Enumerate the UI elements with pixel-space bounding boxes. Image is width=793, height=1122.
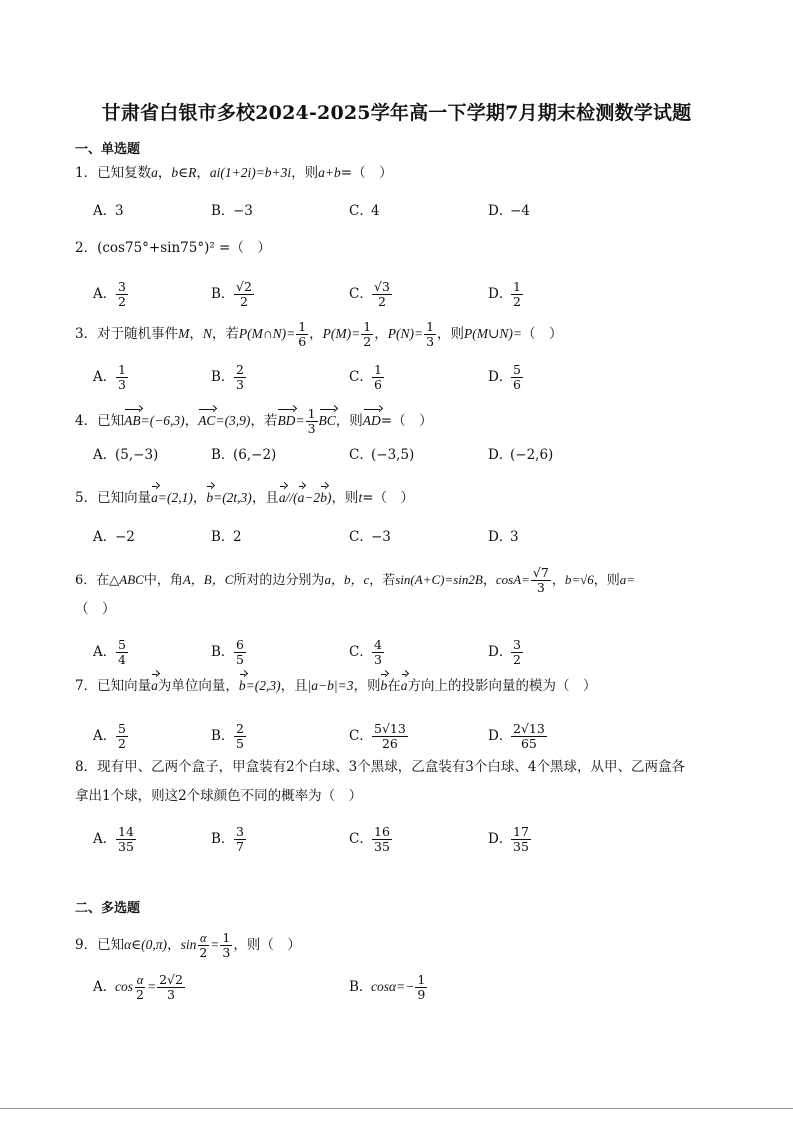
option-label: A． [93,728,117,744]
q3-option-a [93,363,129,392]
q2-expression: (cos75°+sin75°)² [97,240,215,256]
q7-option-d [488,722,548,751]
q6-angles: A，B，C [182,572,234,587]
denominator: 2 [118,736,126,751]
numerator: 1 [374,362,382,377]
q9-option-b [349,973,428,1002]
q4-vector-bd: BD [277,411,295,431]
option-label: B． [211,203,235,219]
q6-equation: sin(A+C)=sin2B [395,572,483,587]
q3-text: 3．对于随机事件 [75,326,179,342]
option-label: C． [349,529,373,545]
question-4 [75,407,433,436]
fraction [372,363,384,392]
question-2 [75,238,271,258]
denominator: 7 [236,839,244,854]
option-value: 3 [115,203,124,219]
numerator: 5 [118,637,126,652]
fraction [372,280,392,309]
option-label: D． [488,529,513,545]
q4-text: 4．已知 [75,413,125,429]
fraction [306,407,318,436]
denominator: 3 [167,987,175,1002]
numerator: 5√13 [374,721,406,736]
denominator: 35 [513,839,529,854]
q3-tail: （ ） [521,326,563,342]
q1-option-c [349,201,380,221]
q5-text-post: ，则 [331,490,359,506]
q5-option-d [488,527,519,547]
q4-text-mid: ，若 [250,413,278,429]
fraction [157,973,185,1002]
page-title: 甘肃省白银市多校2024-2025学年高一下学期7月期末检测数学试题 [101,102,692,124]
q5-option-a [93,527,135,547]
option-value: −3 [233,203,253,219]
q4-vector-ab: AB [124,411,141,431]
q7-value-b: =(2,3) [245,678,281,693]
numerator: 5 [513,362,521,377]
q5-vector-a: a [279,488,286,508]
numerator: 3 [236,824,244,839]
q9-condition: α∈(0,π) [124,937,168,952]
q1-b-in-r: b∈R [171,165,197,180]
q4-option-a [93,445,158,465]
question-7 [75,676,596,696]
q4-text-post: ，则 [335,413,363,429]
q7-vector-a: a [401,676,408,696]
option-label: D． [488,369,513,385]
question-5 [75,488,414,508]
q3-option-b [211,363,247,392]
q6-text-mid: 所对的边分别为 [233,573,325,588]
q5-value-a: =(2,1) [157,490,193,505]
q1-option-a [93,201,124,221]
numerator: 1 [307,406,316,421]
q7-text-mid: 在 [387,678,401,694]
fraction [116,722,128,751]
fraction [511,363,523,392]
q1-var-a: a [151,165,158,180]
option-label: C． [349,203,373,219]
q4-vector-bc: BC [319,411,336,431]
option-value: 2 [233,529,242,545]
denominator: 35 [118,839,134,854]
q5-vector-a: a [151,488,158,508]
numerator: 2√2 [159,972,183,987]
option-label: C． [349,644,373,660]
fraction [116,280,128,309]
option-label: B． [211,529,235,545]
q6-text-mid: ，若 [369,573,396,588]
fraction [116,638,128,667]
q3-comma: ， [309,326,323,342]
fraction [234,363,246,392]
option-value: 3 [510,529,519,545]
fraction [116,825,136,854]
page-bottom-divider [0,1108,793,1109]
denominator: 9 [417,987,426,1002]
fraction [134,973,146,1002]
q5-paren: ) [326,490,332,505]
numerator: 3 [513,637,521,652]
option-value: −2 [115,529,135,545]
q3-p-n: P(N)= [387,326,424,341]
q7-vector-b: b [380,676,387,696]
fraction [424,320,436,349]
denominator: 26 [381,736,398,751]
option-label: C． [349,728,373,744]
q4-vector-ad: AD [363,411,381,431]
q3-option-d [488,363,524,392]
option-label: C． [349,369,373,385]
q9-text: 9．已知 [75,937,125,953]
q7-option-a [93,722,129,751]
option-value: −4 [510,203,530,219]
q9-equals: = [210,937,220,952]
option-label: B． [211,369,235,385]
denominator: 6 [374,377,382,392]
q1-equation: ai(1+2i)=b+3i [209,165,292,180]
option-label: A． [93,203,117,219]
q6-b-value: b=√6 [564,572,594,587]
fraction [220,931,232,960]
fraction [197,931,209,960]
fraction [234,722,246,751]
q1-text-post: ，则 [291,165,319,181]
q6-sides: a，b，c [324,572,370,587]
q8-option-d [488,825,532,854]
section-multi-choice: 二、多选题 [75,901,141,916]
option-label: B． [211,644,235,660]
denominator: 2 [199,945,208,960]
numerator: 2 [236,362,244,377]
option-label: C． [349,286,373,302]
q2-option-c [349,280,393,309]
q3-p-intersection: P(M∩N)= [238,326,296,341]
q7-option-b [211,722,247,751]
q9-opt-b-cos: cosα=− [371,979,415,994]
q3-p-m: P(M)= [322,326,361,341]
q9-comma: ， [167,937,181,953]
q3-comma: ， [374,326,388,342]
q3-option-c [349,363,385,392]
q6-option-c [349,638,385,667]
numerator: 6 [236,637,244,652]
q3-comma: ， [189,326,203,342]
q9-tail: ，则（ ） [233,937,301,953]
denominator: 65 [520,736,537,751]
question-6 [75,566,635,595]
fraction [372,825,392,854]
q8-option-c [349,825,393,854]
fraction [116,363,128,392]
denominator: 3 [222,945,231,960]
q1-comma: ， [157,165,172,181]
fraction [372,638,384,667]
q4-option-c [349,445,414,465]
denominator: 3 [426,334,435,349]
numerator: √7 [532,565,549,580]
denominator: 2 [513,652,521,667]
q9-sin: sin [180,937,197,952]
fraction [415,973,427,1002]
fraction [511,280,523,309]
option-label: B． [211,728,235,744]
q5-vector-b: b [206,488,213,508]
q5-vector-a: a [298,488,305,508]
fraction [511,825,531,854]
q5-option-b [211,527,242,547]
q2-option-b [211,280,255,309]
option-label: B． [211,447,235,463]
q6-line-2: （ ） [75,601,116,617]
q9-opt-a-equals: = [146,979,157,994]
q7-tail: 方向上的投影向量的模为（ ） [407,678,597,694]
numerator: 1 [513,279,521,294]
q6-comma: ， [482,573,496,588]
q4-equals: = [295,413,305,428]
option-label: A． [93,979,117,995]
q3-event-m: M [178,326,190,341]
q4-tail: =（ ） [380,413,433,429]
numerator: 1 [118,362,126,377]
q6-option-b [211,638,247,667]
option-label: A． [93,644,117,660]
fraction [511,638,523,667]
q5-var-t: t [358,490,363,505]
denominator: 3 [536,580,545,595]
q5-text: 5．已知向量 [75,490,152,506]
numerator: 17 [513,824,529,839]
q4-comma: ， [184,413,199,429]
denominator: 2 [513,294,521,309]
q4-option-b [211,445,276,465]
fraction [511,722,547,751]
q7-abs: |a−b|=3 [307,678,354,693]
option-label: B． [349,979,373,995]
numerator: √2 [236,279,252,294]
numerator: 3 [118,279,126,294]
q5-option-c [349,527,391,547]
numerator: 16 [374,824,390,839]
q7-text-mid: 为单位向量， [157,678,239,694]
q7-text-mid: ，且 [280,678,308,694]
q4-value-ab: =(−6,3) [140,413,185,428]
q7-option-c [349,722,409,751]
option-label: D． [488,644,513,660]
option-value: (−3,5) [371,447,415,463]
fraction [361,320,373,349]
q6-text-post: ，则 [593,573,620,588]
q7-text-post: ，则 [353,678,381,694]
q7-vector-a: a [151,676,158,696]
q9-option-a [93,973,186,1002]
numerator: 14 [118,824,134,839]
q6-option-a [93,638,129,667]
fraction [531,566,551,595]
option-label: D． [488,286,513,302]
q2-option-a [93,280,129,309]
option-value: (5,−3) [115,447,159,463]
option-label: D． [488,728,513,744]
numerator: 1 [363,319,372,334]
section-single-choice: 一、单选题 [75,142,141,157]
option-label: A． [93,831,117,847]
numerator: α [136,973,144,987]
fraction [234,825,246,854]
question-8-line-2: 拿出1个球，则这2个球颜色不同的概率为（ ） [75,788,363,804]
fraction [234,638,246,667]
denominator: 2 [136,987,144,1002]
option-label: C． [349,447,373,463]
q6-text-mid: 中，角 [143,573,183,588]
option-value: (6,−2) [233,447,277,463]
q5-tail: =（ ） [362,490,415,506]
question-8: 8．现有甲、乙两个盒子，甲盒装有2个白球、3个黑球，乙盒装有3个白球、4个黑球，从甲、乙两盒各 [75,759,685,775]
denominator: 3 [118,377,126,392]
q1-text: 1．已知复数 [75,165,152,181]
denominator: 2 [363,334,372,349]
q5-minus: −2 [304,490,321,505]
numerator: 5 [118,721,126,736]
q5-text-mid: ，且 [251,490,279,506]
question-3 [75,320,562,349]
q8-option-a [93,825,137,854]
option-value: (−2,6) [510,447,554,463]
q1-tail: =（ ） [340,165,393,181]
q5-value-b: =(2t,3) [213,490,252,505]
option-label: D． [488,203,513,219]
q5-vector-b: b [320,488,327,508]
q8-option-b [211,825,247,854]
denominator: 3 [307,421,316,436]
q3-text-mid: ，若 [211,326,239,342]
denominator: 5 [236,652,244,667]
numerator: 1 [426,319,435,334]
q4-vector-ac: AC [198,411,215,431]
numerator: 1 [222,930,231,945]
q6-cos-a: cosA= [495,572,530,587]
denominator: 6 [513,377,521,392]
fraction [296,320,308,349]
q3-event-n: N [202,326,212,341]
q6-triangle: △ABC [109,572,144,587]
numerator: 2√13 [513,721,545,736]
denominator: 2 [239,294,248,309]
denominator: 5 [236,736,244,751]
q1-comma: ， [196,165,210,181]
denominator: 4 [118,652,126,667]
q2-tail: =（ ） [214,240,271,256]
q6-comma: ， [551,573,565,588]
q5-comma: ， [192,490,207,506]
option-label: A． [93,286,117,302]
numerator: 1 [298,319,307,334]
numerator: α [200,931,207,945]
q1-option-d [488,201,530,221]
q3-text-post: ，则 [437,326,465,342]
option-label: B． [211,286,235,302]
denominator: 3 [236,377,244,392]
option-label: A． [93,447,117,463]
denominator: 6 [298,334,307,349]
q6-option-d [488,638,524,667]
option-label: D． [488,831,513,847]
question-9 [75,931,301,960]
fraction [234,280,254,309]
option-label: C． [349,831,373,847]
option-label: B． [211,831,235,847]
denominator: 3 [374,652,382,667]
option-label: D． [488,447,513,463]
q6-text: 6．在 [75,573,110,588]
q3-p-union: P(M∪N)= [464,326,522,341]
numerator: 2 [236,721,244,736]
q2-option-d [488,280,524,309]
option-value: −3 [371,529,391,545]
q7-vector-b: b [239,676,246,696]
q7-text: 7．已知向量 [75,678,152,694]
numerator: 1 [417,972,426,987]
denominator: 2 [377,294,386,309]
question-1 [75,163,393,183]
numerator: √3 [374,279,390,294]
denominator: 35 [374,839,390,854]
q6-ask: a= [619,572,636,587]
q2-number: 2． [75,240,98,256]
q5-parallel: //( [285,490,298,505]
q4-value-ac: =(3,9) [215,413,251,428]
q4-option-d [488,445,553,465]
denominator: 2 [118,294,126,309]
option-label: A． [93,369,117,385]
option-label: A． [93,529,117,545]
q9-opt-a-cos: cos [115,979,133,994]
fraction [372,722,408,751]
numerator: 4 [374,637,382,652]
q1-ask: a+b [318,165,341,180]
q1-option-b [211,201,253,221]
option-value: 4 [371,203,380,219]
